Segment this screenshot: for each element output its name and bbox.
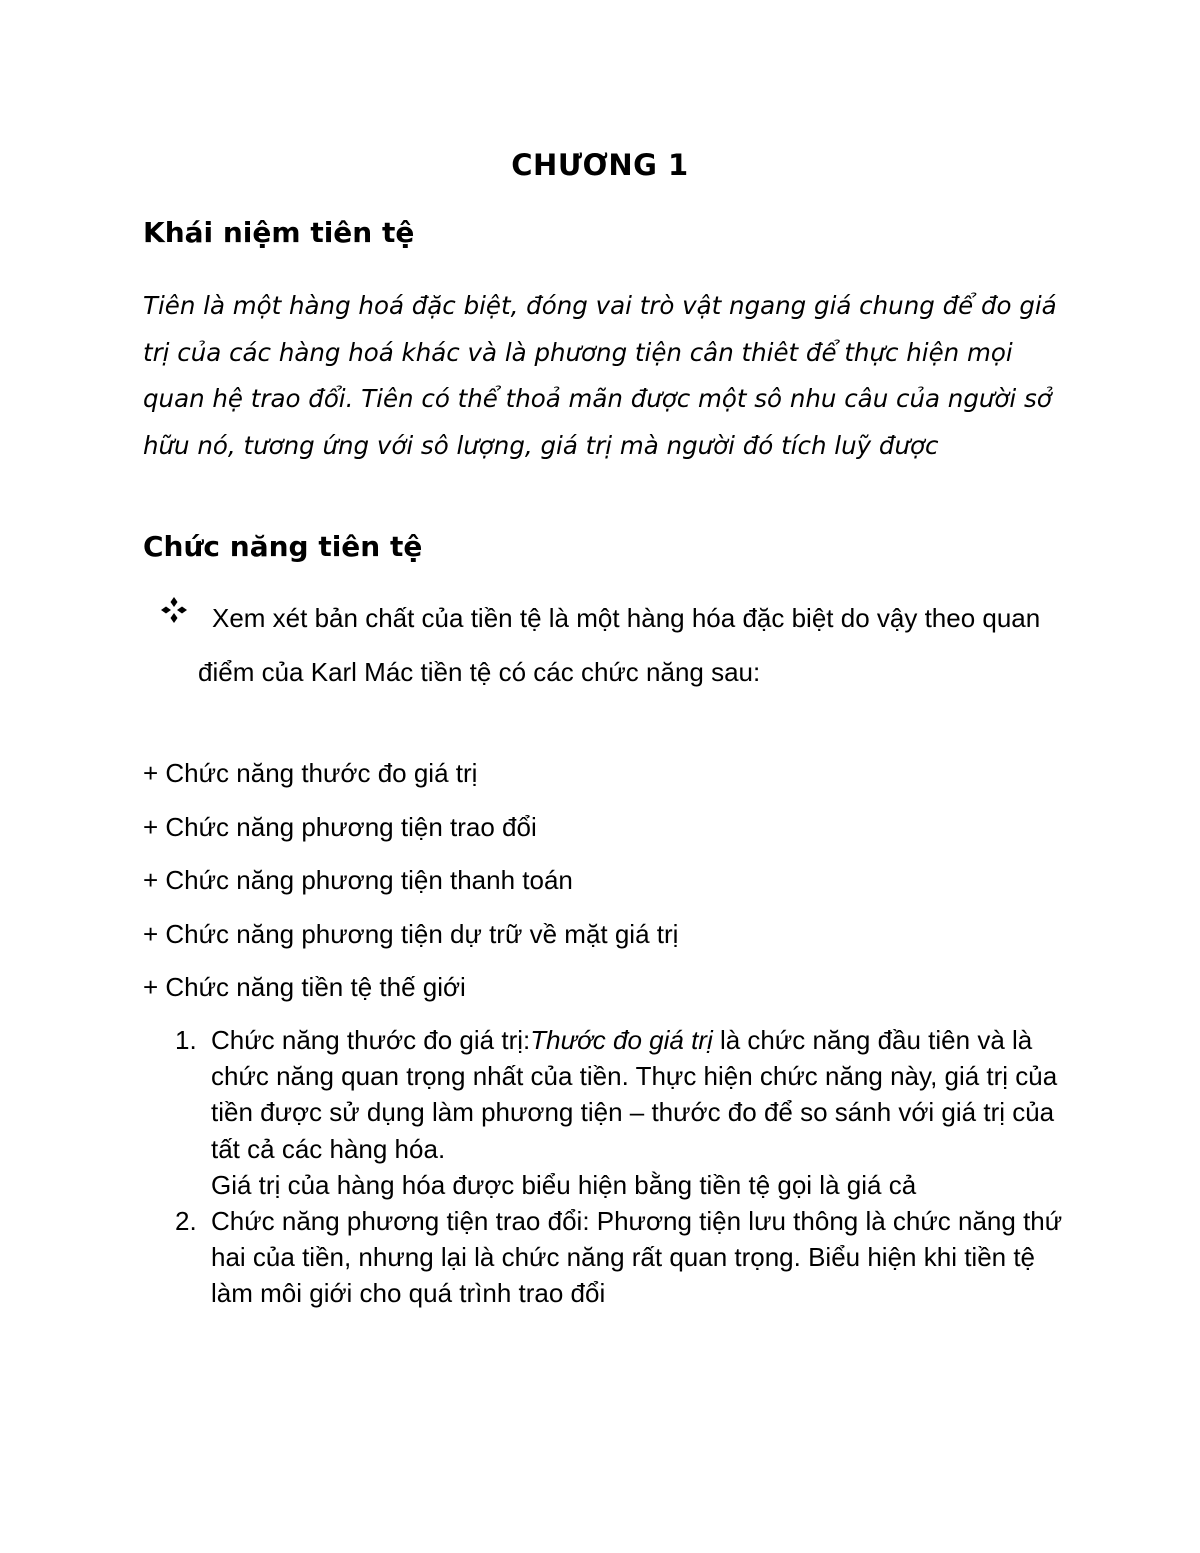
chapter-title: CHƯƠNG 1 <box>511 148 689 182</box>
function-item: + Chức năng thước đo giá trị <box>143 758 478 788</box>
section-heading-functions: Chức năng tiên tệ <box>143 530 423 563</box>
definition-paragraph: Tiên là một hàng hoá đặc biệt, đóng vai trò vật ngang giá chung để đo giá trị của các hàng hoá khác và là phương tiện cân thiêt để thực hiện mọi quan hệ trao đổi. Tiên có thể thoả mãn được một sô nhu câu của người sở hữu nó, tương ứng với sô lượng, giá trị mà người đó tích luỹ được <box>143 291 1057 460</box>
bullet-text: Xem xét bản chất của tiền tệ là một hàng hóa đặc biệt do vậy theo quan điểm của Karl Mác tiền tệ có các chức năng sau: <box>198 603 1041 687</box>
function-item: + Chức năng phương tiện thanh toán <box>143 865 573 896</box>
function-item: + Chức năng phương tiện trao đổi <box>143 811 537 842</box>
item-number: 1. <box>175 1025 197 1055</box>
diamond-bullet-icon <box>160 596 188 624</box>
function-list <box>143 750 678 1018</box>
function-item: + Chức năng tiền tệ thế giới <box>143 972 466 1003</box>
function-item: + Chức năng phương tiện dự trữ về mặt giá trị <box>143 918 679 949</box>
item-paragraph <box>211 1022 1075 1167</box>
item-lead: Chức năng thước đo giá trị: <box>211 1025 531 1055</box>
item-paragraph: Chức năng phương tiện trao đổi: Phương tiện lưu thông là chức năng thứ hai của tiền, nhưng lại là chức năng rất quan trọng. Biểu hiện khi tiền tệ làm môi giới cho quá trình trao đổi <box>211 1206 1063 1309</box>
numbered-item-1 <box>175 1022 1075 1203</box>
item-extra-paragraph: Giá trị của hàng hóa được biểu hiện bằng tiền tệ gọi là giá cả <box>211 1169 917 1200</box>
section-heading-concept: Khái niệm tiên tệ <box>143 216 415 249</box>
bullet-item <box>160 592 1060 699</box>
item-number: 2. <box>175 1206 197 1237</box>
numbered-item-2 <box>175 1203 1075 1312</box>
numbered-list <box>175 1022 1075 1312</box>
item-body: là chức năng đầu tiên và là chức năng quan trọng nhất của tiền. Thực hiện chức năng này, giá trị của tiền được sử dụng làm phương tiện – thước đo để so sánh với giá trị của tất cả các hàng hóa. <box>211 1025 1058 1164</box>
item-italic-term: Thước đo giá trị <box>530 1025 713 1055</box>
